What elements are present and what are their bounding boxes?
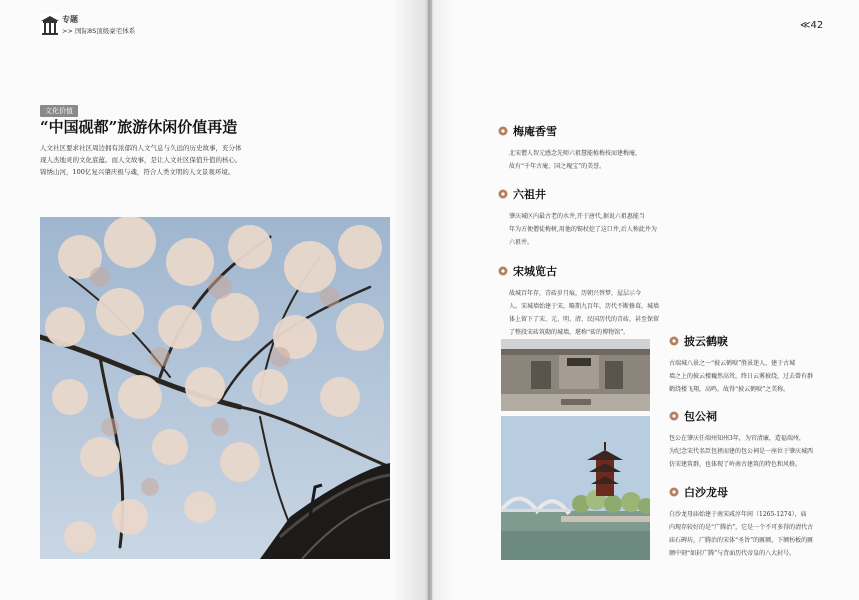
section-title: 白沙龙母	[684, 486, 728, 499]
section-line: 鹤绕楼飞翔，高鸣，故得“披云鹤唳”之美称。	[669, 386, 790, 393]
section-baisha	[669, 484, 813, 560]
section-baogong	[669, 408, 813, 471]
section-line: 体上留下了宋、元、明、清、民国历代的青砖，甚至保留	[509, 316, 660, 323]
section-title: 宋城览古	[513, 265, 557, 278]
flower-bullet-icon	[669, 487, 679, 497]
section-tag: 文化价值	[40, 105, 78, 117]
section-line: 故有“千年古庵，国之瑰宝”的美誉。	[509, 163, 606, 170]
section-line: 墙之上的披云楼巍然高耸，终日云雾披绕，过去曾有群	[669, 373, 814, 380]
section-title: 六祖井	[513, 188, 546, 201]
section-line: 人。宋城墙始建于宋，略期九百年，历代不断修葺，城墙	[509, 303, 660, 310]
cherry-blossom-photo	[40, 217, 390, 559]
temple-logo-icon	[40, 14, 60, 36]
city-wall-photo	[501, 339, 650, 411]
section-meian	[498, 123, 641, 173]
section-title: 披云鹤唳	[684, 335, 728, 348]
intro-line: 现人杰地灵的文化底蕴。而人文故事，是让人文社区保值升值的核心。	[40, 156, 242, 164]
section-line: 仿宋建筑群，也体现了岭南古建筑的特色和风格。	[669, 461, 802, 468]
section-line: 六祖井。	[509, 239, 534, 246]
flower-bullet-icon	[498, 126, 508, 136]
intro-line: 人文社区要求社区周边拥有浓郁的人文气息与久远的历史故事，充分体	[40, 144, 242, 152]
intro-line: 锦绣山河，100亿复兴肇庆极与魂，符合人类文明的人文景观环境。	[40, 168, 235, 176]
section-line: 了整段宋砖筑砌的城墙，堪称“砖的博物馆”。	[509, 329, 630, 336]
flower-bullet-icon	[669, 411, 679, 421]
section-title: 梅庵香雪	[513, 125, 557, 138]
page-number: ≪42	[800, 20, 824, 31]
pagoda-bridge-photo	[501, 416, 650, 560]
section-line: 内现存较好的是“广腾治”，它是一个不可多得的清代古	[669, 524, 814, 531]
section-liuzu-well	[498, 186, 657, 249]
section-line: 战城百年存，青砖岁月痕，历朝兴替梦，屋层示今	[509, 290, 642, 297]
header-subtitle: >> 国际8S顶级豪宅体系	[62, 27, 136, 35]
flower-bullet-icon	[669, 336, 679, 346]
section-line: 肇庆城区内最古老的水井,开于唐代,据说六祖惠能当	[509, 213, 645, 220]
flower-bullet-icon	[498, 189, 508, 199]
page-title: “中国砚都”旅游休闲价值再造	[40, 118, 238, 136]
section-line: 额中刻“如封广腾”与背面历代帝皇的八大封号。	[669, 550, 796, 557]
section-line: 年为方便僧徒梅树,用他的锡杖挖了这口井,后人称此井为	[509, 226, 657, 233]
intro-text	[40, 142, 240, 178]
section-line: 北宋僧人智元感念先师六祖慧能植梅枝而建梅庵，	[509, 150, 642, 157]
section-line: 古端城八景之一“披云鹤唳”胜景迷人，建于古城	[669, 360, 796, 367]
section-title: 包公祠	[684, 410, 717, 423]
flower-bullet-icon	[498, 266, 508, 276]
section-song-city	[498, 263, 659, 339]
section-line: 包公在肇庆任端州知州3年，为官清廉，造福端州，	[669, 435, 805, 442]
header-title: 专题	[62, 15, 78, 24]
section-line: 庙石碑坊，广腾治的宋体“圣旨”的匾额，下额枋板的匾	[669, 537, 814, 544]
section-line: 白沙龙母庙始建于南宋咸淳年间（1265-1274），庙	[669, 511, 807, 518]
section-piyun	[669, 333, 813, 396]
section-line: 为纪念宋代名臣包拯而建的包公祠是一座位于肇庆城西	[669, 448, 814, 455]
